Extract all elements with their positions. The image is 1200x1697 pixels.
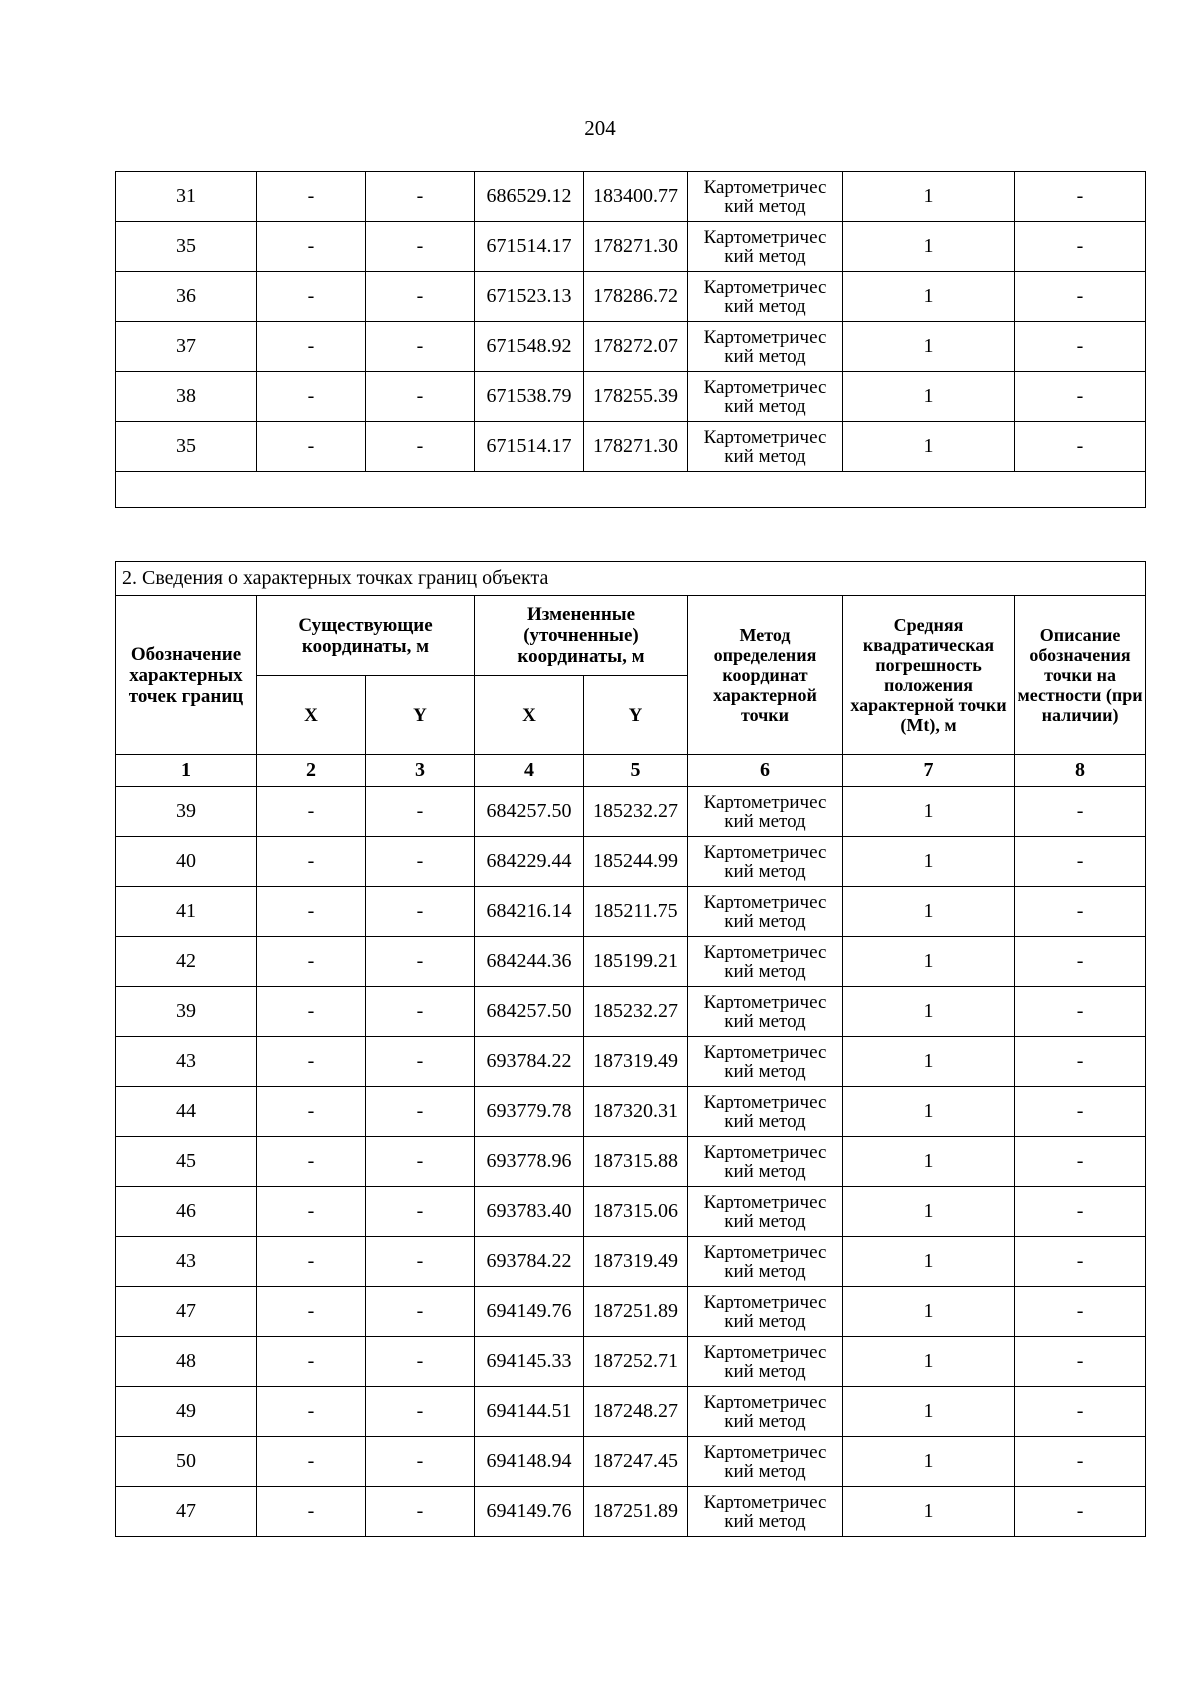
error-cell: 1 xyxy=(843,1287,1015,1337)
method-cell: Картометричес кий метод xyxy=(688,1037,843,1087)
table-row xyxy=(116,1087,1146,1137)
description-cell: - xyxy=(1015,1237,1146,1287)
existing-x-cell: - xyxy=(257,272,366,322)
existing-y-cell: - xyxy=(366,837,475,887)
changed-y-cell: 187319.49 xyxy=(584,1237,688,1287)
error-cell: 1 xyxy=(843,987,1015,1037)
point-id-cell: 35 xyxy=(116,422,257,472)
description-cell: - xyxy=(1015,987,1146,1037)
existing-y-cell: - xyxy=(366,1437,475,1487)
changed-y-cell: 187315.06 xyxy=(584,1187,688,1237)
description-cell: - xyxy=(1015,172,1146,222)
existing-x-cell: - xyxy=(257,887,366,937)
column-number: 5 xyxy=(584,755,688,787)
description-cell: - xyxy=(1015,1487,1146,1537)
error-cell: 1 xyxy=(843,837,1015,887)
changed-y-cell: 187251.89 xyxy=(584,1287,688,1337)
method-cell: Картометричес кий метод xyxy=(688,1187,843,1237)
header-designation: Обозначение характерных точек границ xyxy=(116,596,257,755)
changed-x-cell: 671514.17 xyxy=(475,222,584,272)
description-cell: - xyxy=(1015,1137,1146,1187)
header-existing-x: X xyxy=(257,676,366,755)
table-title: 2. Сведения о характерных точках границ объекта xyxy=(116,562,1146,596)
existing-y-cell: - xyxy=(366,172,475,222)
header-changed-x: X xyxy=(475,676,584,755)
method-cell: Картометричес кий метод xyxy=(688,322,843,372)
method-cell: Картометричес кий метод xyxy=(688,987,843,1037)
empty-row xyxy=(116,472,1146,508)
existing-y-cell: - xyxy=(366,1487,475,1537)
existing-y-cell: - xyxy=(366,1287,475,1337)
point-id-cell: 42 xyxy=(116,937,257,987)
existing-x-cell: - xyxy=(257,1187,366,1237)
changed-x-cell: 694144.51 xyxy=(475,1387,584,1437)
changed-x-cell: 693783.40 xyxy=(475,1187,584,1237)
error-cell: 1 xyxy=(843,887,1015,937)
error-cell: 1 xyxy=(843,787,1015,837)
existing-y-cell: - xyxy=(366,1037,475,1087)
changed-x-cell: 694149.76 xyxy=(475,1287,584,1337)
existing-x-cell: - xyxy=(257,1337,366,1387)
table-row xyxy=(116,222,1146,272)
column-number: 2 xyxy=(257,755,366,787)
description-cell: - xyxy=(1015,1087,1146,1137)
existing-y-cell: - xyxy=(366,222,475,272)
changed-x-cell: 686529.12 xyxy=(475,172,584,222)
description-cell: - xyxy=(1015,1287,1146,1337)
changed-y-cell: 187251.89 xyxy=(584,1487,688,1537)
changed-x-cell: 671523.13 xyxy=(475,272,584,322)
error-cell: 1 xyxy=(843,1437,1015,1487)
changed-x-cell: 671548.92 xyxy=(475,322,584,372)
table-row xyxy=(116,1487,1146,1537)
point-id-cell: 39 xyxy=(116,987,257,1037)
description-cell: - xyxy=(1015,1337,1146,1387)
existing-x-cell: - xyxy=(257,222,366,272)
existing-x-cell: - xyxy=(257,1037,366,1087)
existing-y-cell: - xyxy=(366,322,475,372)
changed-y-cell: 185211.75 xyxy=(584,887,688,937)
changed-x-cell: 693779.78 xyxy=(475,1087,584,1137)
point-id-cell: 35 xyxy=(116,222,257,272)
error-cell: 1 xyxy=(843,937,1015,987)
description-cell: - xyxy=(1015,372,1146,422)
changed-y-cell: 187320.31 xyxy=(584,1087,688,1137)
changed-y-cell: 178255.39 xyxy=(584,372,688,422)
existing-x-cell: - xyxy=(257,1387,366,1437)
table-row xyxy=(116,422,1146,472)
existing-x-cell: - xyxy=(257,1137,366,1187)
column-number: 1 xyxy=(116,755,257,787)
point-id-cell: 44 xyxy=(116,1087,257,1137)
error-cell: 1 xyxy=(843,1137,1015,1187)
existing-y-cell: - xyxy=(366,1187,475,1237)
existing-x-cell: - xyxy=(257,837,366,887)
changed-x-cell: 671538.79 xyxy=(475,372,584,422)
table-row xyxy=(116,1237,1146,1287)
changed-y-cell: 187252.71 xyxy=(584,1337,688,1387)
point-id-cell: 36 xyxy=(116,272,257,322)
changed-x-cell: 684216.14 xyxy=(475,887,584,937)
description-cell: - xyxy=(1015,422,1146,472)
existing-y-cell: - xyxy=(366,1387,475,1437)
table-row xyxy=(116,787,1146,837)
method-cell: Картометричес кий метод xyxy=(688,1337,843,1387)
error-cell: 1 xyxy=(843,272,1015,322)
error-cell: 1 xyxy=(843,1237,1015,1287)
description-cell: - xyxy=(1015,1037,1146,1087)
error-cell: 1 xyxy=(843,1187,1015,1237)
column-number: 8 xyxy=(1015,755,1146,787)
description-cell: - xyxy=(1015,1437,1146,1487)
point-id-cell: 37 xyxy=(116,322,257,372)
error-cell: 1 xyxy=(843,1087,1015,1137)
header-existing-coords: Существующие координаты, м xyxy=(257,596,475,676)
changed-x-cell: 684229.44 xyxy=(475,837,584,887)
column-number: 7 xyxy=(843,755,1015,787)
description-cell: - xyxy=(1015,937,1146,987)
header-changed-coords: Измененные (уточненные) координаты, м xyxy=(475,596,688,676)
table-row xyxy=(116,837,1146,887)
changed-y-cell: 183400.77 xyxy=(584,172,688,222)
method-cell: Картометричес кий метод xyxy=(688,1237,843,1287)
changed-y-cell: 187319.49 xyxy=(584,1037,688,1087)
error-cell: 1 xyxy=(843,422,1015,472)
description-cell: - xyxy=(1015,837,1146,887)
description-cell: - xyxy=(1015,322,1146,372)
changed-x-cell: 694145.33 xyxy=(475,1337,584,1387)
point-id-cell: 45 xyxy=(116,1137,257,1187)
changed-y-cell: 185199.21 xyxy=(584,937,688,987)
changed-y-cell: 185232.27 xyxy=(584,987,688,1037)
table-row xyxy=(116,1037,1146,1087)
changed-x-cell: 693784.22 xyxy=(475,1237,584,1287)
existing-x-cell: - xyxy=(257,1237,366,1287)
boundary-points-table-body xyxy=(116,787,1146,1537)
existing-x-cell: - xyxy=(257,1287,366,1337)
method-cell: Картометричес кий метод xyxy=(688,837,843,887)
existing-y-cell: - xyxy=(366,987,475,1037)
continuation-table-body xyxy=(116,172,1146,472)
table-row xyxy=(116,1187,1146,1237)
changed-y-cell: 178272.07 xyxy=(584,322,688,372)
table-row xyxy=(116,322,1146,372)
point-id-cell: 47 xyxy=(116,1487,257,1537)
changed-y-cell: 187315.88 xyxy=(584,1137,688,1187)
table-row xyxy=(116,372,1146,422)
table-row xyxy=(116,937,1146,987)
point-id-cell: 41 xyxy=(116,887,257,937)
existing-y-cell: - xyxy=(366,372,475,422)
page-number: 204 xyxy=(584,116,616,140)
existing-x-cell: - xyxy=(257,1437,366,1487)
existing-x-cell: - xyxy=(257,1087,366,1137)
method-cell: Картометричес кий метод xyxy=(688,172,843,222)
column-number: 6 xyxy=(688,755,843,787)
error-cell: 1 xyxy=(843,1037,1015,1087)
method-cell: Картометричес кий метод xyxy=(688,1487,843,1537)
method-cell: Картометричес кий метод xyxy=(688,1437,843,1487)
method-cell: Картометричес кий метод xyxy=(688,937,843,987)
existing-x-cell: - xyxy=(257,322,366,372)
point-id-cell: 31 xyxy=(116,172,257,222)
existing-x-cell: - xyxy=(257,787,366,837)
table-row xyxy=(116,987,1146,1037)
header-error: Средняя квадратическая погрешность положения характерной точки (Mt), м xyxy=(843,596,1015,755)
method-cell: Картометричес кий метод xyxy=(688,787,843,837)
header-description: Описание обозначения точки на местности (при наличии) xyxy=(1015,596,1146,755)
changed-y-cell: 187247.45 xyxy=(584,1437,688,1487)
changed-x-cell: 671514.17 xyxy=(475,422,584,472)
table-row xyxy=(116,887,1146,937)
table-row xyxy=(116,1437,1146,1487)
existing-y-cell: - xyxy=(366,1087,475,1137)
description-cell: - xyxy=(1015,272,1146,322)
changed-y-cell: 185232.27 xyxy=(584,787,688,837)
error-cell: 1 xyxy=(843,1487,1015,1537)
existing-x-cell: - xyxy=(257,1487,366,1537)
method-cell: Картометричес кий метод xyxy=(688,1287,843,1337)
error-cell: 1 xyxy=(843,1387,1015,1437)
existing-y-cell: - xyxy=(366,1137,475,1187)
method-cell: Картометричес кий метод xyxy=(688,222,843,272)
existing-y-cell: - xyxy=(366,787,475,837)
existing-y-cell: - xyxy=(366,1237,475,1287)
existing-x-cell: - xyxy=(257,172,366,222)
existing-x-cell: - xyxy=(257,937,366,987)
point-id-cell: 47 xyxy=(116,1287,257,1337)
method-cell: Картометричес кий метод xyxy=(688,1137,843,1187)
column-number: 4 xyxy=(475,755,584,787)
table-row xyxy=(116,272,1146,322)
changed-y-cell: 187248.27 xyxy=(584,1387,688,1437)
existing-x-cell: - xyxy=(257,422,366,472)
error-cell: 1 xyxy=(843,172,1015,222)
method-cell: Картометричес кий метод xyxy=(688,272,843,322)
point-id-cell: 49 xyxy=(116,1387,257,1437)
method-cell: Картометричес кий метод xyxy=(688,1387,843,1437)
table-row xyxy=(116,1387,1146,1437)
error-cell: 1 xyxy=(843,372,1015,422)
changed-y-cell: 178271.30 xyxy=(584,422,688,472)
table-row xyxy=(116,1337,1146,1387)
existing-x-cell: - xyxy=(257,372,366,422)
column-number: 3 xyxy=(366,755,475,787)
method-cell: Картометричес кий метод xyxy=(688,887,843,937)
table-row xyxy=(116,1287,1146,1337)
point-id-cell: 43 xyxy=(116,1037,257,1087)
header-changed-y: Y xyxy=(584,676,688,755)
point-id-cell: 43 xyxy=(116,1237,257,1287)
method-cell: Картометричес кий метод xyxy=(688,1087,843,1137)
description-cell: - xyxy=(1015,887,1146,937)
column-numbers-row xyxy=(116,755,1146,787)
point-id-cell: 40 xyxy=(116,837,257,887)
changed-x-cell: 694148.94 xyxy=(475,1437,584,1487)
changed-x-cell: 693784.22 xyxy=(475,1037,584,1087)
changed-x-cell: 693778.96 xyxy=(475,1137,584,1187)
description-cell: - xyxy=(1015,787,1146,837)
point-id-cell: 46 xyxy=(116,1187,257,1237)
changed-y-cell: 185244.99 xyxy=(584,837,688,887)
existing-y-cell: - xyxy=(366,1337,475,1387)
description-cell: - xyxy=(1015,1187,1146,1237)
changed-x-cell: 684244.36 xyxy=(475,937,584,987)
changed-y-cell: 178271.30 xyxy=(584,222,688,272)
header-existing-y: Y xyxy=(366,676,475,755)
point-id-cell: 38 xyxy=(116,372,257,422)
changed-x-cell: 684257.50 xyxy=(475,787,584,837)
changed-x-cell: 684257.50 xyxy=(475,987,584,1037)
table-row xyxy=(116,1137,1146,1187)
error-cell: 1 xyxy=(843,322,1015,372)
description-cell: - xyxy=(1015,1387,1146,1437)
existing-y-cell: - xyxy=(366,887,475,937)
error-cell: 1 xyxy=(843,222,1015,272)
description-cell: - xyxy=(1015,222,1146,272)
continuation-table xyxy=(115,171,1146,508)
error-cell: 1 xyxy=(843,1337,1015,1387)
header-method: Метод определения координат характерной точки xyxy=(688,596,843,755)
existing-y-cell: - xyxy=(366,272,475,322)
existing-y-cell: - xyxy=(366,937,475,987)
point-id-cell: 48 xyxy=(116,1337,257,1387)
existing-y-cell: - xyxy=(366,422,475,472)
changed-x-cell: 694149.76 xyxy=(475,1487,584,1537)
table-row xyxy=(116,172,1146,222)
changed-y-cell: 178286.72 xyxy=(584,272,688,322)
method-cell: Картометричес кий метод xyxy=(688,422,843,472)
empty-cell xyxy=(116,472,1146,508)
existing-x-cell: - xyxy=(257,987,366,1037)
point-id-cell: 50 xyxy=(116,1437,257,1487)
boundary-points-table xyxy=(115,561,1146,1537)
point-id-cell: 39 xyxy=(116,787,257,837)
method-cell: Картометричес кий метод xyxy=(688,372,843,422)
